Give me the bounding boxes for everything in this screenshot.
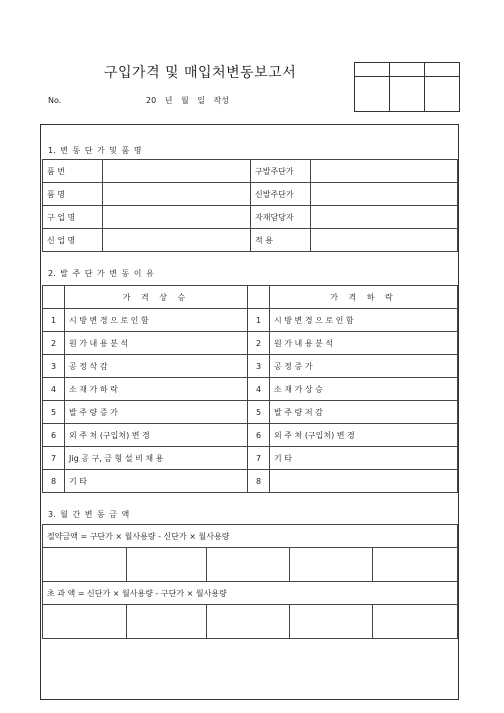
approval-stamp-box bbox=[354, 62, 460, 112]
excess-amount-cell[interactable] bbox=[127, 605, 207, 639]
material-manager-field[interactable] bbox=[311, 206, 458, 229]
row-number: 1 bbox=[248, 309, 270, 332]
table-row bbox=[43, 183, 458, 206]
row-label: 신 업 명 bbox=[43, 229, 103, 252]
row-number: 5 bbox=[248, 401, 270, 424]
row-number: 1 bbox=[43, 309, 65, 332]
increase-reason[interactable]: 원 가 내 용 분 석 bbox=[65, 332, 248, 355]
approval-header-cell[interactable] bbox=[425, 63, 460, 77]
approval-header-cell[interactable] bbox=[390, 63, 425, 77]
row-number: 2 bbox=[248, 332, 270, 355]
table-row bbox=[43, 160, 458, 183]
decrease-reason[interactable]: 시 방 변 경 으 로 인 함 bbox=[270, 309, 458, 332]
increase-reason[interactable]: 발 주 량 증 가 bbox=[65, 401, 248, 424]
row-label: 신발주단가 bbox=[251, 183, 311, 206]
column-header-price-decrease: 가 격 하 락 bbox=[270, 286, 458, 309]
monthly-change-table bbox=[42, 524, 458, 639]
section1-heading: 1. 변 동 단 가 및 품 명 bbox=[48, 146, 142, 155]
increase-reason[interactable]: 공 정 삭 감 bbox=[65, 355, 248, 378]
row-number: 4 bbox=[43, 378, 65, 401]
table-row bbox=[43, 332, 458, 355]
row-number: 6 bbox=[248, 424, 270, 447]
savings-amount-cell[interactable] bbox=[127, 548, 207, 582]
savings-amount-cell[interactable] bbox=[207, 548, 290, 582]
table-row bbox=[43, 582, 458, 605]
decrease-reason[interactable]: 기 타 bbox=[270, 447, 458, 470]
table-row bbox=[43, 525, 458, 548]
savings-amount-cell[interactable] bbox=[290, 548, 373, 582]
row-number: 6 bbox=[43, 424, 65, 447]
table-row bbox=[43, 424, 458, 447]
excess-amount-cell[interactable] bbox=[207, 605, 290, 639]
application-field[interactable] bbox=[311, 229, 458, 252]
increase-reason[interactable]: 소 재 가 하 락 bbox=[65, 378, 248, 401]
excess-amount-cell[interactable] bbox=[290, 605, 373, 639]
approval-sign-cell[interactable] bbox=[355, 77, 390, 112]
document-title: 구입가격 및 매입처변동보고서 bbox=[104, 65, 297, 81]
row-number: 2 bbox=[43, 332, 65, 355]
row-label: 구 업 명 bbox=[43, 206, 103, 229]
date-line: 20 년 월 일 작성 bbox=[146, 96, 229, 105]
new-vendor-field[interactable] bbox=[103, 229, 251, 252]
table-row bbox=[43, 470, 458, 493]
excess-formula: 초 과 액 = 신단가 × 월사용량 - 구단가 × 월사용량 bbox=[43, 582, 458, 605]
increase-reason[interactable]: 시 방 변 경 으 로 인 함 bbox=[65, 309, 248, 332]
table-row bbox=[43, 447, 458, 470]
table-row bbox=[43, 206, 458, 229]
row-label: 자재담당자 bbox=[251, 206, 311, 229]
decrease-reason[interactable]: 소 재 가 상 승 bbox=[270, 378, 458, 401]
table-row bbox=[43, 378, 458, 401]
approval-sign-cell[interactable] bbox=[425, 77, 460, 112]
section3-heading: 3. 월 간 변 동 금 액 bbox=[48, 510, 130, 519]
savings-amount-cell[interactable] bbox=[373, 548, 458, 582]
old-unit-price-field[interactable] bbox=[311, 160, 458, 183]
item-info-table bbox=[42, 159, 458, 252]
table-row bbox=[43, 355, 458, 378]
row-label: 품 명 bbox=[43, 183, 103, 206]
excess-amount-cell[interactable] bbox=[43, 605, 127, 639]
table-row bbox=[43, 309, 458, 332]
table-row bbox=[43, 401, 458, 424]
part-name-field[interactable] bbox=[103, 183, 251, 206]
table-header-row bbox=[43, 286, 458, 309]
increase-reason[interactable]: 외 주 처 (구입처) 변 경 bbox=[65, 424, 248, 447]
decrease-reason[interactable]: 원 가 내 용 분 석 bbox=[270, 332, 458, 355]
section2-heading: 2. 발 주 단 가 변 동 이 유 bbox=[48, 269, 154, 278]
increase-reason[interactable]: 기 타 bbox=[65, 470, 248, 493]
savings-formula: 절약금액 = 구단가 × 월사용량 - 신단가 × 월사용량 bbox=[43, 525, 458, 548]
approval-sign-cell[interactable] bbox=[390, 77, 425, 112]
old-vendor-field[interactable] bbox=[103, 206, 251, 229]
table-row bbox=[43, 605, 458, 639]
row-number: 3 bbox=[248, 355, 270, 378]
row-number: 8 bbox=[43, 470, 65, 493]
row-number: 5 bbox=[43, 401, 65, 424]
increase-reason[interactable]: Jig 공 구, 금 형 설 비 채 용 bbox=[65, 447, 248, 470]
row-label: 품 번 bbox=[43, 160, 103, 183]
column-header-price-increase: 가 격 상 승 bbox=[65, 286, 248, 309]
row-number: 7 bbox=[248, 447, 270, 470]
part-number-field[interactable] bbox=[103, 160, 251, 183]
savings-amount-cell[interactable] bbox=[43, 548, 127, 582]
decrease-reason[interactable]: 공 정 증 가 bbox=[270, 355, 458, 378]
excess-amount-cell[interactable] bbox=[373, 605, 458, 639]
table-row bbox=[43, 548, 458, 582]
decrease-reason[interactable]: 발 주 량 저 감 bbox=[270, 401, 458, 424]
row-number: 7 bbox=[43, 447, 65, 470]
table-row bbox=[43, 229, 458, 252]
decrease-reason[interactable]: 외 주 처 (구입처) 변 경 bbox=[270, 424, 458, 447]
row-label: 적 용 bbox=[251, 229, 311, 252]
reason-table bbox=[42, 285, 458, 493]
row-number: 3 bbox=[43, 355, 65, 378]
row-number: 4 bbox=[248, 378, 270, 401]
document-number-label: No. bbox=[48, 96, 62, 105]
decrease-reason[interactable] bbox=[270, 470, 458, 493]
approval-header-cell[interactable] bbox=[355, 63, 390, 77]
new-unit-price-field[interactable] bbox=[311, 183, 458, 206]
row-label: 구발주단가 bbox=[251, 160, 311, 183]
row-number: 8 bbox=[248, 470, 270, 493]
